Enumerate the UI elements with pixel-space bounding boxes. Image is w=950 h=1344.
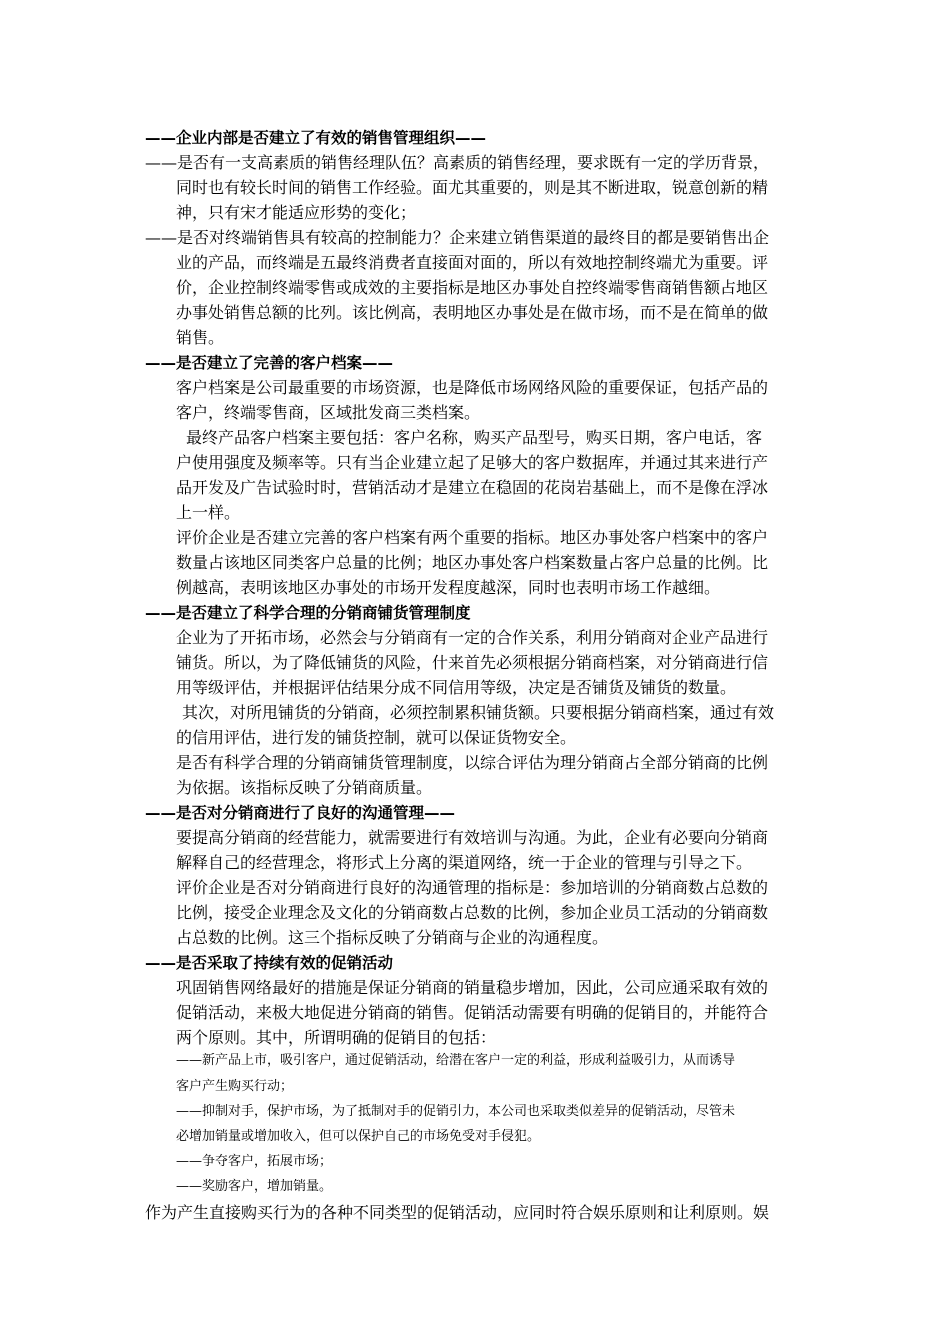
text-line: 巩固销售网络最好的措施是保证分销商的销量稳步增加，因此，公司应通采取有效的 <box>176 978 769 997</box>
text-line: 评价企业是否建立完善的客户档案有两个重要的指标。地区办事处客户档案中的客户 <box>176 528 769 547</box>
text-line-small: 客户产生购买行动； <box>176 1079 294 1094</box>
section-heading-customer-files: ——是否建立了完善的客户档案—— <box>145 354 394 372</box>
text-line-small: ——抑制对手，保护市场，为了抵制对手的促销引力，本公司也采取类似差异的促销活动，尽管未 <box>176 1104 736 1119</box>
text-line-small: 必增加销量或增加收入，但可以保护自己的市场免受对手侵犯。 <box>176 1129 541 1144</box>
text-line: 销售。 <box>176 328 225 347</box>
text-line: 数量占该地区同类客户总量的比例；地区办事处客户档案数量占客户总量的比例。比 <box>176 553 769 572</box>
text-line: 同时也有较长时间的销售工作经验。面尤其重要的，则是其不断进取，锐意创新的精 <box>176 178 769 197</box>
text-line: 铺货。所以，为了降低铺货的风险，什来首先必须根据分销商档案，对分销商进行信 <box>176 653 769 672</box>
text-line: 比例，接受企业理念及文化的分销商数占总数的比例，参加企业员工活动的分销商数 <box>176 903 769 922</box>
text-line: 客户，终端零售商，区域批发商三类档案。 <box>176 403 481 422</box>
text-line: 评价企业是否对分销商进行良好的沟通管理的指标是：参加培训的分销商数占总数的 <box>176 878 769 897</box>
text-line-small: ——新产品上市，吸引客户，通过促销活动，给潜在客户一定的利益，形成利益吸引力，从而诱导 <box>176 1053 736 1068</box>
text-line: 促销活动，来极大地促进分销商的销售。促销活动需要有明确的促销目的，并能符合 <box>176 1003 769 1022</box>
section-heading-distributor-communication: ——是否对分销商进行了良好的沟通管理—— <box>145 804 456 822</box>
text-line: 要提高分销商的经营能力，就需要进行有效培训与沟通。为此，企业有必要向分销商 <box>176 828 769 847</box>
section-heading-distributor-stocking: ——是否建立了科学合理的分销商铺货管理制度 <box>145 604 471 622</box>
text-line: 价，企业控制终端零售或成效的主要指标是地区办事处自控终端零售商销售额占地区 <box>176 278 769 297</box>
text-line: 例越高，表明该地区办事处的市场开发程度越深，同时也表明市场工作越细。 <box>176 578 721 597</box>
text-line: 办事处销售总额的比列。该比例高，表明地区办事处是在做市场，而不是在简单的做 <box>176 303 769 322</box>
text-line: ——是否有一支高素质的销售经理队伍？高素质的销售经理，要求既有一定的学历背景， <box>145 153 770 172</box>
text-line: 业的产品，而终端是五最终消费者直接面对面的，所以有效地控制终端尤为重要。评 <box>176 253 769 272</box>
text-line-small: ——争夺客户，拓展市场； <box>176 1154 333 1169</box>
text-line: 作为产生直接购买行为的各种不同类型的促销活动，应同时符合娱乐原则和让利原则。娱 <box>145 1203 770 1222</box>
text-line: 用等级评估，并根据评估结果分成不同信用等级，决定是否铺货及铺货的数量。 <box>176 678 737 697</box>
section-heading-sales-organization: ——企业内部是否建立了有效的销售管理组织—— <box>145 129 487 147</box>
text-line: 户使用强度及频率等。只有当企业建立起了足够大的客户数据库，并通过其来进行产 <box>176 453 769 472</box>
text-line: ——是否对终端销售具有较高的控制能力？企来建立销售渠道的最终目的都是要销售出企 <box>145 228 770 247</box>
text-line: 是否有科学合理的分销商铺货管理制度，以综合评估为理分销商占全部分销商的比例 <box>176 753 769 772</box>
text-line: 神，只有宋才能适应形势的变化； <box>176 203 417 222</box>
text-line: 客户档案是公司最重要的市场资源，也是降低市场网络风险的重要保证，包括产品的 <box>176 378 769 397</box>
text-line: 占总数的比例。这三个指标反映了分销商与企业的沟通程度。 <box>176 928 609 947</box>
text-line: 企业为了开拓市场，必然会与分销商有一定的合作关系，利用分销商对企业产品进行 <box>176 628 769 647</box>
text-line: 上一样。 <box>176 503 241 522</box>
text-line: 品开发及广告试验时时，营销活动才是建立在稳固的花岗岩基础上，而不是像在浮冰 <box>176 478 769 497</box>
text-line: 解释自己的经营理念，将形式上分离的渠道网络，统一于企业的管理与引导之下。 <box>176 853 753 872</box>
text-line: 两个原则。其中，所谓明确的促销目的包括： <box>176 1028 497 1047</box>
section-heading-promotions: ——是否采取了持续有效的促销活动 <box>145 954 394 972</box>
text-line: 最终产品客户档案主要包括：客户名称，购买产品型号，购买日期，客户电话，客 <box>186 428 763 447</box>
text-line-small: ——奖励客户，增加销量。 <box>176 1179 333 1194</box>
text-line: 其次，对所甩铺货的分销商，必须控制累积铺货额。只要根据分销商档案，通过有效 <box>182 703 775 722</box>
text-line: 为依据。该指标反映了分销商质量。 <box>176 778 433 797</box>
text-line: 的信用评估，进行发的铺货控制，就可以保证货物安全。 <box>176 728 577 747</box>
